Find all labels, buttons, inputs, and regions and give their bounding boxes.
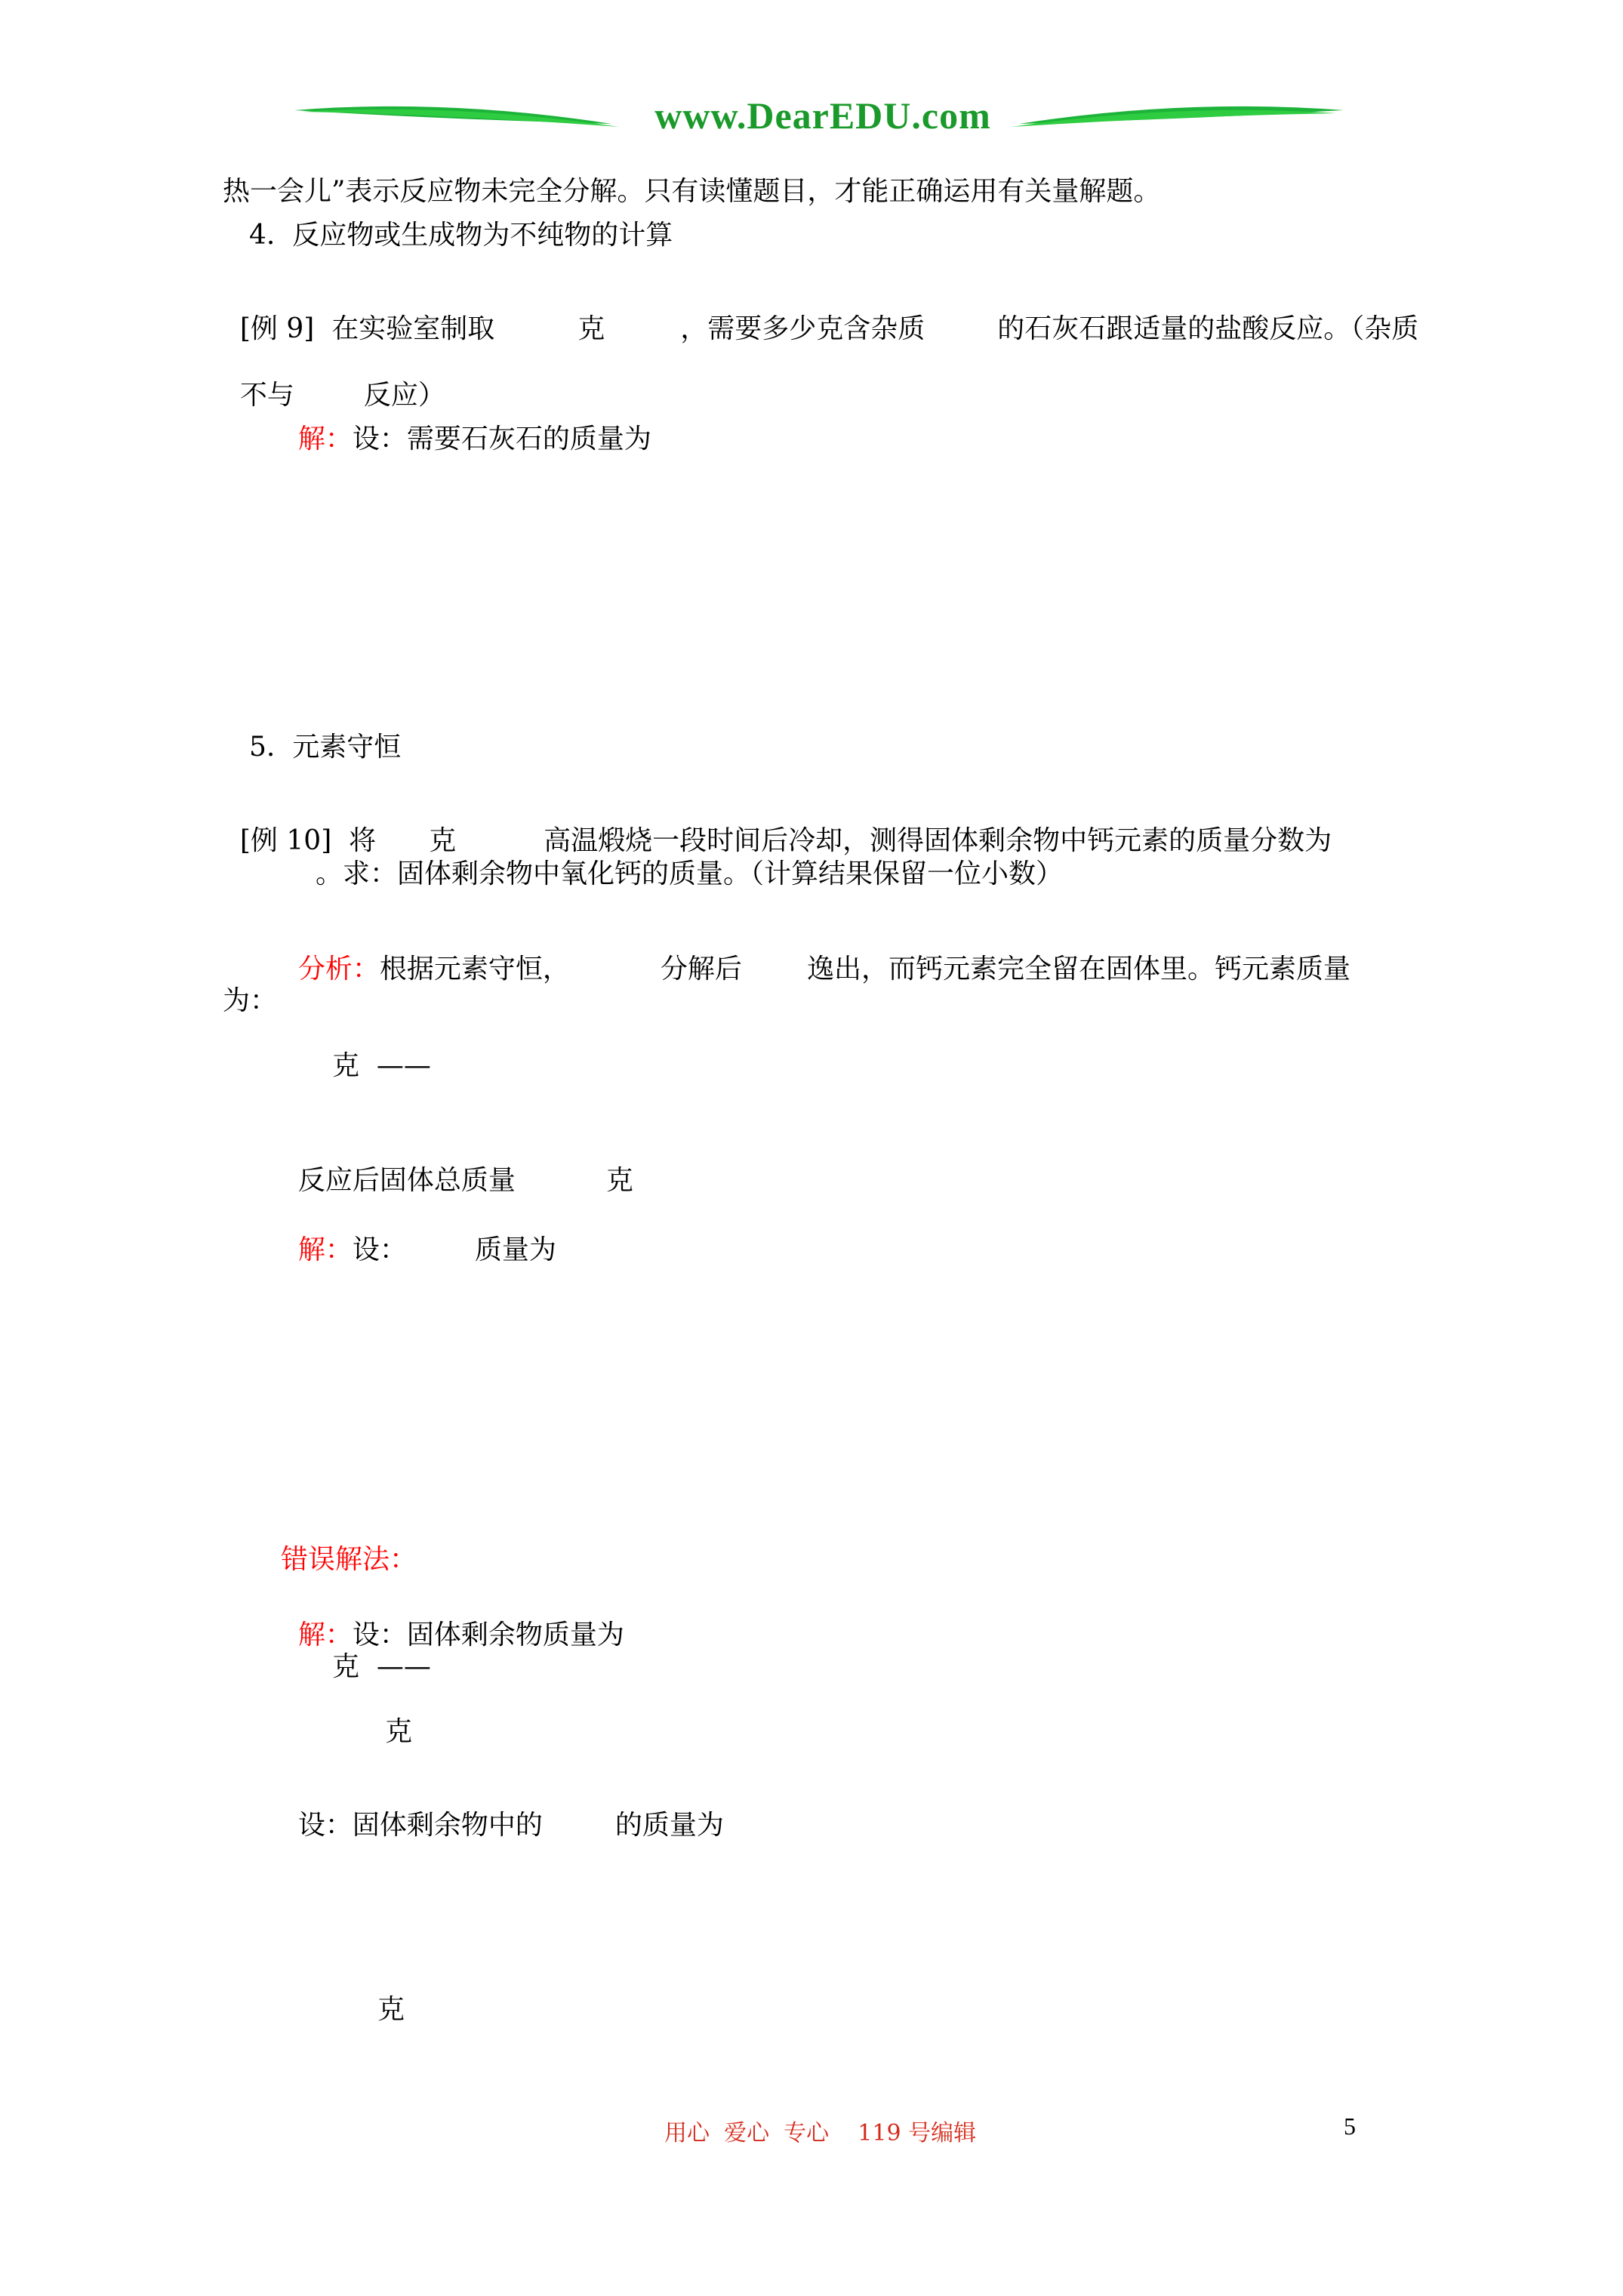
section-4-title: 4. 反应物或生成物为不纯物的计算 [249, 220, 673, 251]
example-9-part-c: ，需要多少克含杂质 [680, 313, 925, 344]
set-second-line [281, 1776, 724, 1842]
example-10-part-a: [例 10] 将 [239, 825, 377, 856]
calculation-1: 克 —— [332, 1050, 431, 1081]
analysis-label: 分析： [297, 954, 380, 985]
example-9-part-f: 反应） [363, 380, 445, 411]
solution-10-part-b: 质量为 [474, 1234, 556, 1265]
header-logo [294, 89, 1344, 157]
set-second-part-a: 设：固体剩余物中的 [297, 1810, 543, 1841]
example-10-part-c: 高温煅烧一段时间后冷却，测得固体剩余物中钙元素的质量分数为 [544, 825, 1332, 856]
intro-line: 热一会儿”表示反应物未完全分解。只有读懂题目，才能正确运用有关量解题。 [223, 176, 1161, 207]
analysis-part-a: 根据元素守恒， [379, 954, 570, 985]
solution-label: 解： [297, 424, 353, 455]
example-9-part-a: [例 9] 在实验室制取 [239, 313, 495, 344]
example-10-part-b: 克 [429, 825, 457, 856]
analysis-line-2: 为： [223, 985, 278, 1016]
total-mass-label: 反应后固体总质量 [297, 1165, 516, 1196]
solution-9 [281, 390, 651, 456]
solution-10-part-a: 设： [352, 1234, 407, 1265]
logo-text: www.DearEDU.com [654, 94, 991, 137]
example-9-part-e: 不与 [239, 380, 294, 411]
page-number: 5 [1344, 2113, 1356, 2140]
total-mass-line [281, 1131, 633, 1197]
wrong-method-heading: 错误解法： [281, 1544, 417, 1575]
example-10-line-1 [223, 791, 1332, 858]
calculation-3: 克 [385, 1716, 413, 1747]
solution-10 [281, 1200, 556, 1267]
section-5-title: 5. 元素守恒 [249, 732, 402, 763]
analysis-part-b: 分解后 [660, 954, 742, 985]
wrong-solution-label: 解： [297, 1620, 353, 1650]
example-9-part-b: 克 [577, 313, 605, 344]
set-second-part-b: 的质量为 [614, 1810, 724, 1841]
total-mass-unit: 克 [605, 1165, 633, 1196]
wrong-solution-line [281, 1586, 624, 1652]
example-9-line-1 [223, 279, 1418, 346]
solution-9-text: 设：需要石灰石的质量为 [352, 424, 651, 455]
example-9-part-d: 的石灰石跟适量的盐酸反应。（杂质 [997, 313, 1419, 344]
analysis-line-1 [281, 920, 1350, 986]
footer-text: 用心 爱心 专心 119 号编辑 [664, 2120, 977, 2147]
calculation-4: 克 [377, 1994, 405, 2025]
calculation-2: 克 —— [332, 1651, 431, 1682]
wrong-solution-text: 设：固体剩余物质量为 [352, 1620, 624, 1650]
analysis-part-c: 逸出，而钙元素完全留在固体里。钙元素质量 [806, 954, 1350, 985]
example-10-line-2: 。求：固体剩余物中氧化钙的质量。（计算结果保留一位小数） [316, 858, 1064, 889]
solution-10-label: 解： [297, 1234, 353, 1265]
